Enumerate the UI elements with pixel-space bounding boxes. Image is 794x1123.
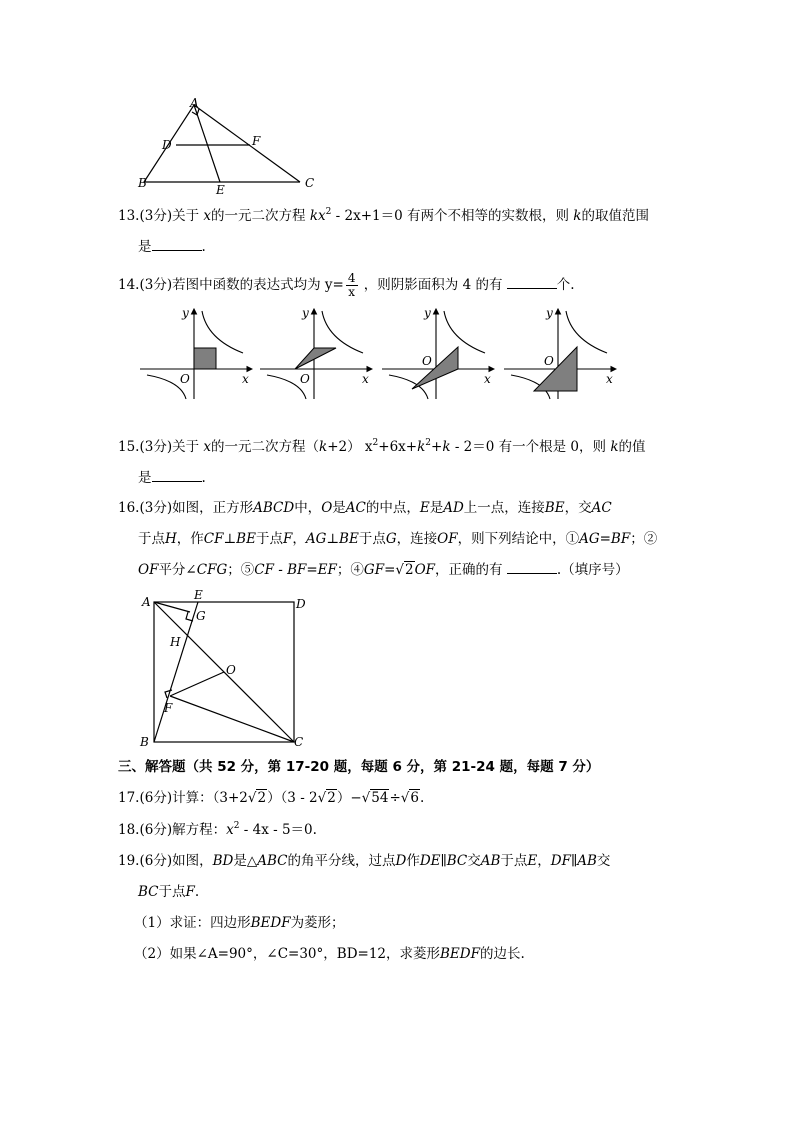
answer-blank[interactable] <box>152 469 202 482</box>
label-f: F <box>252 134 261 148</box>
triangle-figure <box>130 95 330 195</box>
section-3-heading: 三、解答题（共 52 分，第 17-20 题，每题 6 分，第 21-24 题，每题 7 分） <box>118 759 600 775</box>
question-15-line2: 是 . <box>138 470 206 486</box>
question-16: 16.(3分)如图，正方形ABCD中，O是AC的中点，E是AD上一点，连接BE，交AC <box>118 500 612 516</box>
label-a: A <box>190 96 199 110</box>
svg-text:x: x <box>484 372 491 386</box>
answer-blank[interactable] <box>507 561 557 574</box>
svg-text:O: O <box>422 354 432 368</box>
graph-3 <box>382 306 494 399</box>
svg-text:G: G <box>196 609 206 623</box>
svg-text:H: H <box>170 635 181 649</box>
question-19-line2: BC于点F. <box>138 884 200 900</box>
question-19-part1: （1）求证：四边形BEDF为菱形； <box>134 915 345 931</box>
svg-text:y: y <box>302 306 309 320</box>
svg-text:y: y <box>424 306 431 320</box>
question-14: 14.(3分)若图中函数的表达式均为 y= $\frac{4}{x}$ ，则阴影面积为 4 的有 个. <box>118 271 575 299</box>
svg-text:D: D <box>296 597 306 611</box>
question-13-line2: 是 . <box>138 239 206 255</box>
svg-text:E: E <box>194 588 203 602</box>
square-figure <box>138 588 313 750</box>
question-13: 13.(3分)关于 x的一元二次方程 $kx^2 - 2x+1=0$ 有两个不相等的实数根，则 k的取值范围 <box>118 207 649 224</box>
svg-text:y: y <box>182 306 189 320</box>
graph-2 <box>260 306 372 399</box>
svg-text:O: O <box>226 663 236 677</box>
svg-text:F: F <box>164 701 173 715</box>
question-15: 15.(3分)关于 x的一元二次方程（k+2） $x^2+6x+k^2+k - 2=0$ 有一个根是 0，则 k的值 <box>118 438 646 455</box>
svg-text:x: x <box>362 372 369 386</box>
label-d: D <box>162 138 172 152</box>
svg-text:O: O <box>180 372 190 386</box>
svg-text:y: y <box>546 306 553 320</box>
svg-text:C: C <box>294 735 304 749</box>
label-e: E <box>216 183 225 195</box>
svg-text:O: O <box>300 372 310 386</box>
question-17: 17.(6分)计算：（3+2√2）（3 - 2√2）−√54÷√6. <box>118 790 425 806</box>
label-b: B <box>138 176 147 190</box>
answer-blank[interactable] <box>152 238 202 251</box>
svg-text:B: B <box>140 735 149 749</box>
graph-4 <box>504 306 616 399</box>
question-16-line2: 于点H，作CF⊥BE于点F，AG⊥BE于点G，连接OF，则下列结论中，①AG=BF；② <box>138 531 658 547</box>
svg-text:O: O <box>544 354 554 368</box>
question-16-line3: OF平分∠CFG；⑤CF - BF=EF；④GF=√2OF，正确的有 .（填序号） <box>138 562 629 578</box>
graph-1 <box>140 306 252 399</box>
question-19-part2: （2）如果∠A=90°，∠C=30°，BD=12，求菱形BEDF的边长. <box>134 946 525 962</box>
label-c: C <box>305 176 315 190</box>
question-18: 18.(6分)解方程：$x^2 - 4x - 5=0$. <box>118 821 317 838</box>
question-19: 19.(6分)如图，BD是△ABC的角平分线，过点D作DE∥BC交AB于点E，DF∥AB交 <box>118 853 611 869</box>
function-graphs-figure <box>135 303 625 401</box>
svg-text:x: x <box>606 372 613 386</box>
svg-text:A: A <box>142 595 151 609</box>
answer-blank[interactable] <box>507 276 557 289</box>
svg-text:x: x <box>242 372 249 386</box>
